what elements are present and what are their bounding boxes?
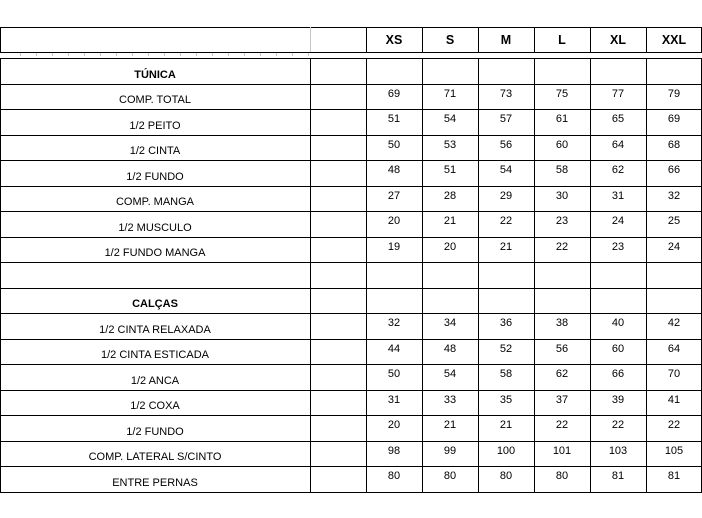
measurement-value: 28 [443,189,457,202]
measurement-value: 31 [611,189,625,202]
grid-line [0,288,702,289]
grid-line [0,160,702,161]
measurement-label: 1/2 CINTA ESTICADA [101,349,209,361]
measurement-label: 1/2 FUNDO [126,170,184,183]
measurement-label: COMP. LATERAL S/CINTO [88,451,222,463]
grid-line [0,58,1,492]
grid-line [366,58,367,492]
ruler-tick [132,53,133,56]
grid-line [0,211,702,212]
measurement-value: 22 [555,419,569,431]
grid-line [0,492,702,493]
measurement-value: 64 [611,138,625,151]
measurement-value: 65 [611,113,625,125]
ruler-tick [116,53,117,56]
measurement-label: 1/2 ANCA [130,374,180,387]
ruler-tick [196,53,197,56]
measurement-label: ENTRE PERNAS [112,476,198,489]
section-title: TÚNICA [134,68,176,81]
grid-line [0,262,702,263]
measurement-value: 54 [443,113,457,125]
measurement-value: 57 [499,113,513,125]
measurement-value: 80 [387,470,401,482]
measurement-value: 66 [667,164,681,176]
measurement-value: 41 [667,393,681,406]
measurement-value: 51 [387,113,401,125]
measurement-value: 30 [555,189,569,202]
measurement-value: 69 [387,87,401,100]
grid-line [0,441,702,442]
measurement-value: 50 [387,368,401,380]
ruler-tick [244,53,245,56]
measurement-value: 35 [499,393,513,406]
size-header-xs: XS [385,32,403,47]
measurement-value: 20 [443,240,457,253]
measurement-label: 1/2 CINTA RELAXADA [99,323,211,336]
grid-line [590,58,591,492]
measurement-label: 1/2 PEITO [129,119,181,132]
measurement-value: 66 [611,368,625,380]
size-header-xl: XL [610,32,626,47]
measurement-value: 44 [387,342,401,355]
measurement-value: 58 [499,368,513,380]
measurement-value: 50 [387,138,401,151]
measurement-value: 73 [499,87,513,100]
measurement-value: 101 [552,444,572,457]
measurement-label: 1/2 MUSCULO [118,221,192,234]
ruler-tick [276,53,277,56]
measurement-value: 58 [555,164,569,176]
ruler-tick [68,53,69,56]
ruler-tick [20,53,21,56]
measurement-value: 19 [387,240,401,253]
grid-line [0,27,1,52]
measurement-label: 1/2 FUNDO MANGA [104,247,206,259]
size-header-l: L [558,32,566,47]
measurement-value: 32 [387,317,401,329]
grid-line [310,58,311,492]
measurement-value: 22 [555,240,569,253]
grid-line [0,52,702,53]
grid-line [0,364,702,365]
measurement-value: 62 [555,368,569,380]
measurement-value: 39 [611,393,625,406]
measurement-value: 22 [667,419,681,431]
ruler-tick [260,53,261,56]
measurement-value: 25 [667,215,681,227]
grid-line [0,339,702,340]
ruler-tick [212,53,213,56]
measurement-label: 1/2 COXA [130,400,180,412]
measurement-value: 38 [555,317,569,329]
measurement-value: 68 [667,138,681,151]
measurement-value: 21 [443,419,457,431]
measurement-value: 22 [611,419,625,431]
grid-line [478,58,479,492]
grid-line [534,58,535,492]
measurement-value: 24 [667,240,681,253]
measurement-value: 20 [387,215,401,227]
measurement-value: 54 [443,368,457,380]
ruler-tick [148,53,149,56]
measurement-value: 40 [611,317,625,329]
measurement-value: 103 [608,444,628,457]
size-header-s: S [445,32,455,47]
measurement-label: COMP. TOTAL [119,94,191,106]
grid-line [0,84,702,85]
grid-line [0,135,702,136]
grid-line [0,313,702,314]
measurement-value: 24 [611,215,625,227]
measurement-value: 54 [499,164,513,176]
measurement-value: 53 [443,138,457,151]
grid-line [478,27,479,52]
size-header-m: M [500,32,512,47]
ruler-tick [100,53,101,56]
measurement-value: 21 [443,215,457,227]
grid-line [590,27,591,52]
ruler-tick [308,53,309,56]
grid-line [422,58,423,492]
measurement-value: 56 [499,138,513,151]
measurement-value: 100 [496,444,516,457]
measurement-value: 32 [667,189,681,202]
measurement-value: 42 [667,317,681,329]
measurement-value: 33 [443,393,457,406]
measurement-value: 34 [443,317,457,329]
measurement-value: 29 [499,189,513,202]
measurement-value: 98 [387,444,401,457]
measurement-value: 31 [387,393,401,406]
grid-line [0,390,702,391]
measurement-value: 69 [667,113,681,125]
ruler-tick [84,53,85,56]
measurement-label: 1/2 CINTA [129,145,181,157]
grid-line [310,27,311,52]
ruler-tick [164,53,165,56]
grid-line [0,109,702,110]
measurement-value: 77 [611,87,625,100]
measurement-value: 21 [499,419,513,431]
ruler-tick [52,53,53,56]
grid-line [0,58,702,59]
measurement-value: 64 [667,342,681,355]
measurement-value: 51 [443,164,457,176]
grid-line [646,58,647,492]
measurement-value: 20 [387,419,401,431]
measurement-value: 62 [611,164,625,176]
ruler-tick [292,53,293,56]
measurement-value: 81 [667,470,681,482]
measurement-value: 22 [499,215,513,227]
measurement-value: 75 [555,87,569,100]
ruler-tick [36,53,37,56]
measurement-value: 80 [443,470,457,482]
measurement-value: 52 [499,342,513,355]
measurement-value: 80 [499,470,513,482]
measurement-value: 37 [555,393,569,406]
measurement-value: 99 [443,444,457,457]
measurement-value: 23 [555,215,569,227]
measurement-value: 71 [443,87,457,100]
grid-line [0,466,702,467]
measurement-value: 56 [555,342,569,355]
grid-line [0,237,702,238]
measurement-value: 81 [611,470,625,482]
ruler-tick [228,53,229,56]
measurement-value: 70 [667,368,681,380]
measurement-label: 1/2 FUNDO [126,425,184,438]
measurement-value: 21 [499,240,513,253]
ruler-tick [180,53,181,56]
grid-line [646,27,647,52]
measurement-value: 60 [611,342,625,355]
grid-line [366,27,367,52]
measurement-value: 27 [387,189,401,202]
measurement-value: 105 [664,444,684,457]
measurement-value: 48 [443,342,457,355]
measurement-value: 61 [555,113,569,125]
measurement-value: 23 [611,240,625,253]
size-header-xxl: XXL [661,32,687,47]
grid-line [534,27,535,52]
measurement-value: 36 [499,317,513,329]
grid-line [0,186,702,187]
section-title: CALÇAS [132,298,178,310]
grid-line [0,415,702,416]
measurement-value: 80 [555,470,569,482]
measurement-value: 79 [667,87,681,100]
measurement-value: 60 [555,138,569,151]
measurement-label: COMP. MANGA [115,196,195,208]
grid-line [0,27,702,28]
grid-line [422,27,423,52]
measurement-value: 48 [387,164,401,176]
